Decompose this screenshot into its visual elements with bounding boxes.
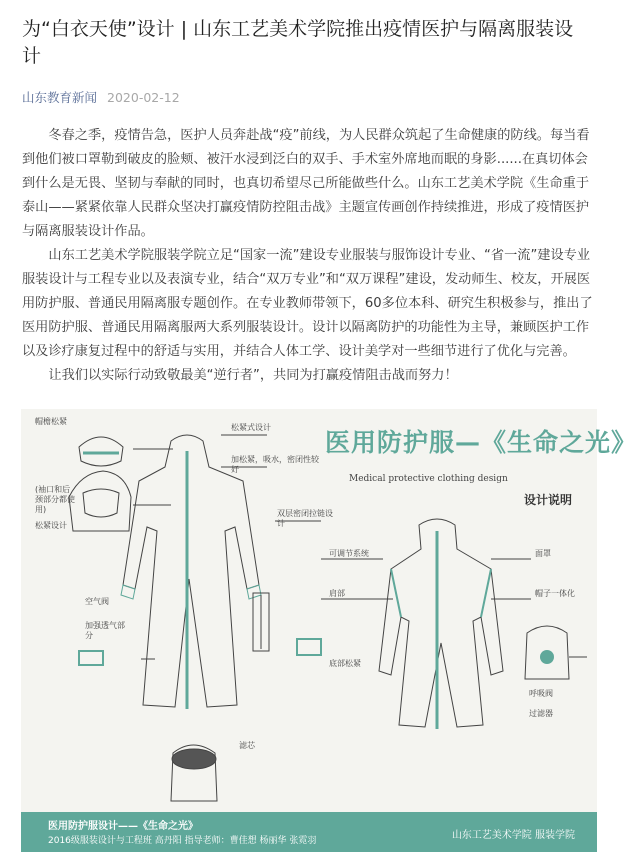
poster-image bbox=[21, 409, 637, 852]
label-zip: 双层密闭拉链设计 bbox=[277, 509, 333, 528]
label-bottom-elastic: 底部松紧 bbox=[329, 659, 361, 668]
footer-credits: 2016级服装设计与工程班 高丹阳 指导老师：曹佳想 杨丽华 张霓羽 bbox=[48, 836, 317, 846]
label-hood: 帽檐松紧 bbox=[35, 417, 67, 426]
label-air: 加强透气部分 bbox=[85, 621, 125, 640]
label-elastic: 松紧设计 bbox=[35, 521, 67, 530]
label-mask: 面罩 bbox=[535, 549, 551, 558]
label-adjust: 可调节系统 bbox=[329, 549, 369, 558]
poster-title: 医用防护服—《生命之光》 bbox=[325, 428, 637, 457]
label-filter-core: 滤芯 bbox=[239, 741, 255, 750]
paragraph: 山东工艺美术学院服装学院立足“国家一流”建设专业服装与服饰设计专业、“省一流”建设专业服装设计与工程专业以及表演专业，结合“双万专业”和“双万课程”建设，发动师生、校友，开展医用防护服、普通民用隔离服专题创作。在专业教师带领下，60多位本科、研究生积极参与，推出了医用防护服、普通民用隔离服两大系列服装设计。设计以隔离防护的功能性为主导，兼顾医护工作以及诊疗康复过程中的舒适与实用，并结合人体工学、设计美学对一些细节进行了优化与完善。 bbox=[22, 248, 593, 359]
label-breath-valve: 呼吸阀 bbox=[529, 689, 553, 698]
paragraph: 冬春之季，疫情告急，医护人员奔赴战“疫”前线，为人民群众筑起了生命健康的防线。每当看到他们被口罩勒到破皮的脸颊、被汗水浸到泛白的双手、手术室外席地而眠的身影......在真切体会到什么是无畏、坚韧与奉献的同时，也真切希望尽己所能做些什么。山东工艺美术学院《生命重于泰山——紧紧依靠人民群众坚决打赢疫情防控阻击战》主题宣传画创作持续推进，形成了疫情医护与隔离服装设计作品。 bbox=[22, 128, 590, 239]
label-air-valve: 空气阀 bbox=[85, 597, 109, 606]
paragraph: 让我们以实际行动致敬最美“逆行者”，共同为打赢疫情阻击战而努力！ bbox=[48, 368, 458, 383]
label-elastic-design: 松紧式设计 bbox=[231, 423, 271, 432]
article-title: 为“白衣天使”设计 | 山东工艺美术学院推出疫情医护与隔离服装设计 bbox=[22, 18, 574, 67]
footer-school: 山东工艺美术学院 服装学院 bbox=[451, 830, 575, 841]
label-shoulder: 肩部 bbox=[329, 589, 345, 598]
poster-footer bbox=[21, 812, 597, 852]
source-link[interactable]: 山东教育新闻 bbox=[22, 90, 98, 105]
poster-desc-label: 设计说明 bbox=[524, 493, 573, 507]
footer-title: 医用防护服设计——《生命之光》 bbox=[48, 821, 198, 832]
poster-subtitle: Medical protective clothing design bbox=[349, 474, 508, 484]
article-body bbox=[22, 124, 598, 388]
article-meta bbox=[22, 88, 180, 106]
label-hood-integrated: 帽子一体化 bbox=[535, 589, 575, 598]
publish-date: 2020-02-12 bbox=[107, 90, 180, 105]
label-elastic-desc: 加松紧，吸水，密闭性较好 bbox=[231, 455, 319, 474]
label-filter: 过滤器 bbox=[529, 709, 553, 718]
label-cuff: (袖口和后颈部分都使用) bbox=[35, 485, 75, 514]
